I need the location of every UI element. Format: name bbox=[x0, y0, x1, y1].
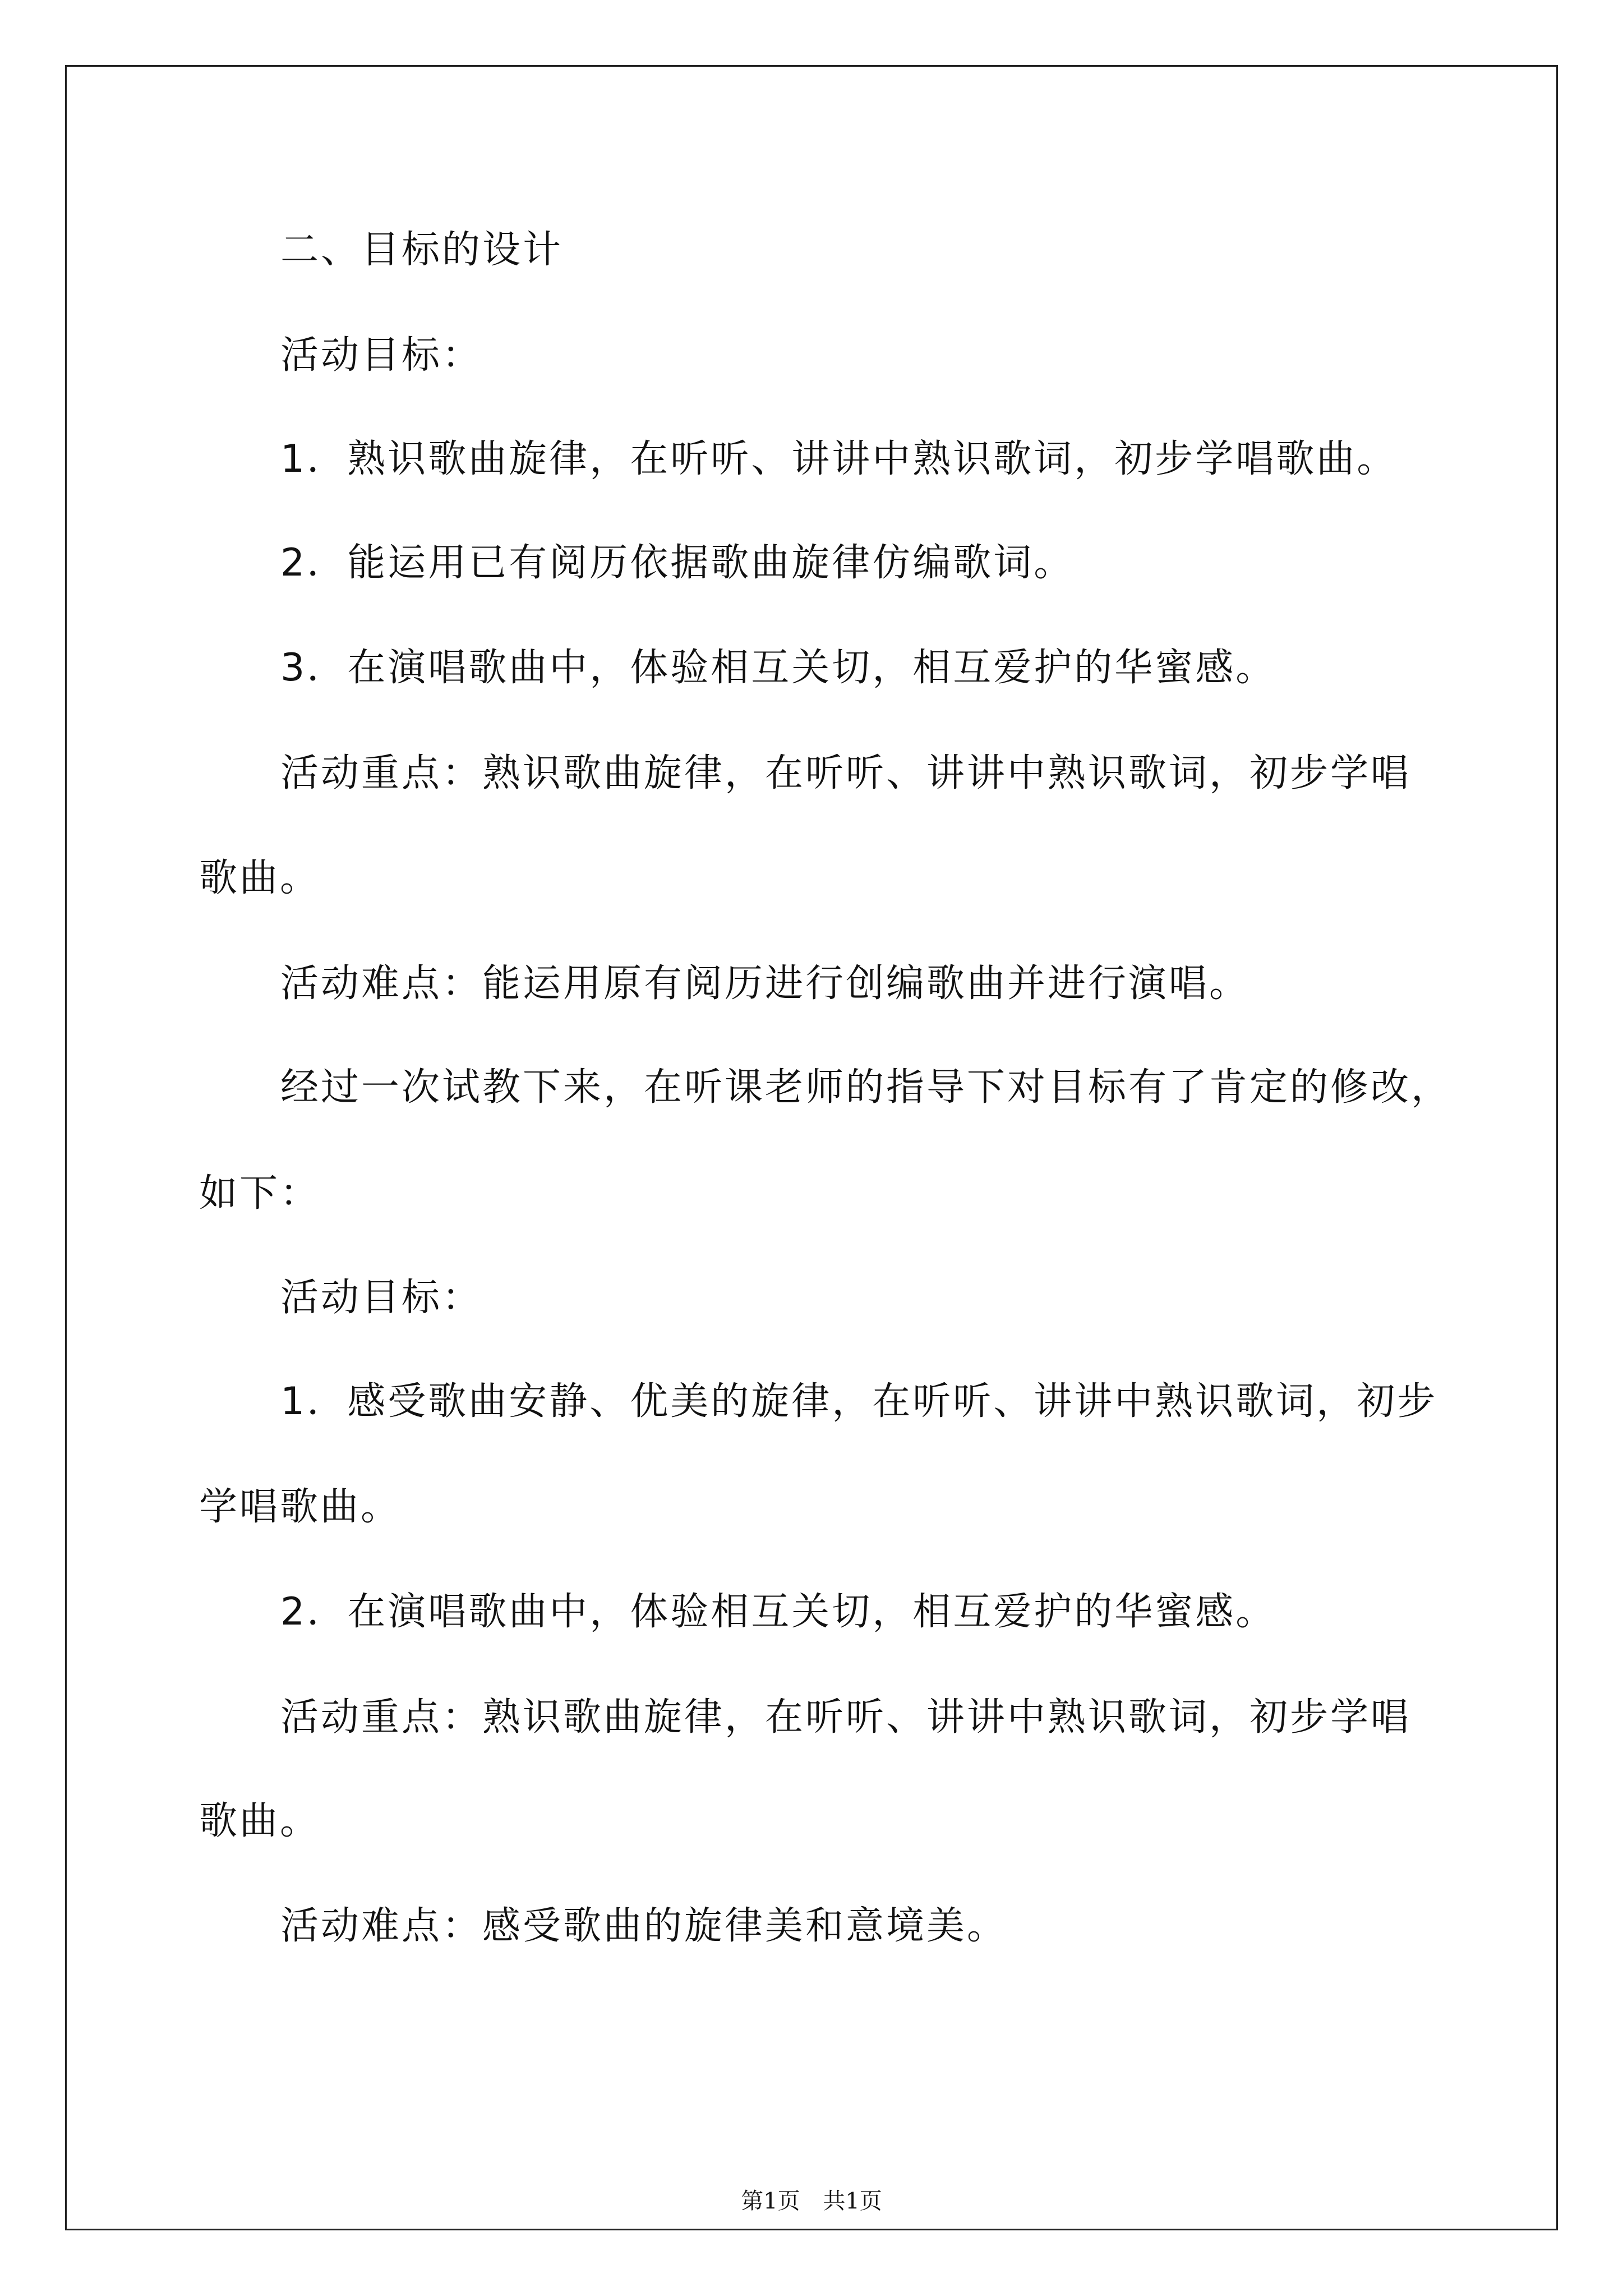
paragraph-line: 歌曲。 bbox=[199, 1799, 321, 1843]
page-current: 第1页 bbox=[741, 2188, 800, 2214]
paragraph-line: 活动难点：能运用原有阅历进行创编歌曲并进行演唱。 bbox=[280, 961, 1250, 1006]
paragraph-line: 如下： bbox=[199, 1171, 321, 1216]
section-heading: 二、目标的设计 bbox=[280, 228, 564, 272]
paragraph-line: 2．能运用已有阅历依据歌曲旋律仿编歌词。 bbox=[280, 541, 1075, 585]
paragraph-line: 活动目标： bbox=[280, 1276, 483, 1320]
paragraph-line: 3．在演唱歌曲中，体验相互关切，相互爱护的华蜜感。 bbox=[280, 646, 1276, 690]
page-total: 共1页 bbox=[823, 2188, 882, 2214]
paragraph-line: 活动重点：熟识歌曲旋律，在听听、讲讲中熟识歌词，初步学唱 bbox=[280, 1695, 1412, 1740]
paragraph-line: 经过一次试教下来，在听课老师的指导下对目标有了肯定的修改， bbox=[280, 1065, 1452, 1110]
paragraph-line: 学唱歌曲。 bbox=[199, 1485, 402, 1529]
paragraph-line: 活动重点：熟识歌曲旋律，在听听、讲讲中熟识歌词，初步学唱 bbox=[280, 751, 1412, 795]
paragraph-line: 歌曲。 bbox=[199, 856, 321, 900]
paragraph-line: 1．感受歌曲安静、优美的旋律，在听听、讲讲中熟识歌词，初步 bbox=[280, 1379, 1438, 1424]
paragraph-line: 活动难点：感受歌曲的旋律美和意境美。 bbox=[280, 1904, 1008, 1948]
paragraph-line: 2．在演唱歌曲中，体验相互关切，相互爱护的华蜜感。 bbox=[280, 1590, 1276, 1634]
page-footer bbox=[0, 2190, 1623, 2212]
paragraph-line: 活动目标： bbox=[280, 333, 483, 378]
paragraph-line: 1．熟识歌曲旋律，在听听、讲讲中熟识歌词，初步学唱歌曲。 bbox=[280, 437, 1398, 481]
